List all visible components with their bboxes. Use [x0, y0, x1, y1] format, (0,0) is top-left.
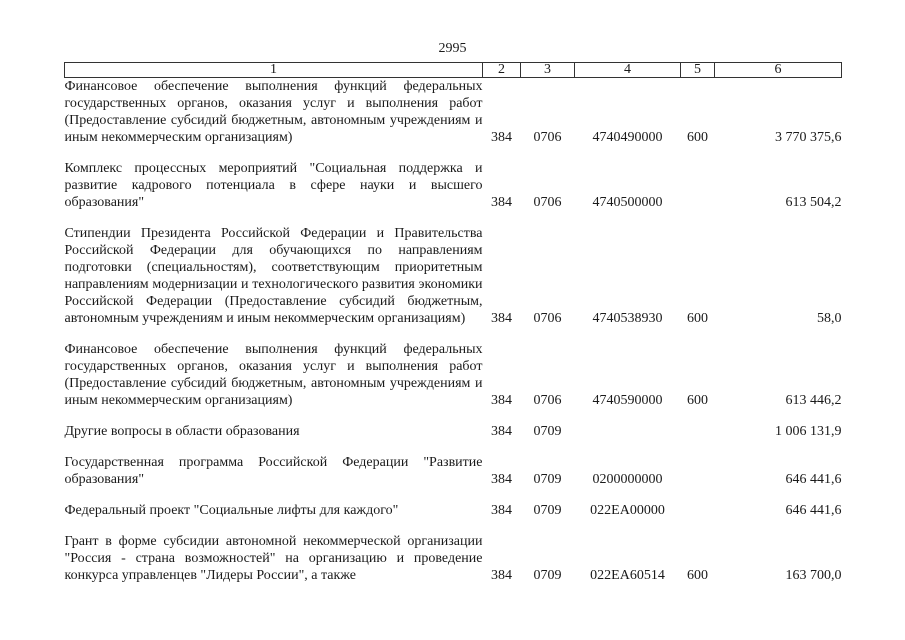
section-code: 0706 [533, 311, 562, 326]
amount: 58,0 [817, 311, 842, 326]
budget-table [64, 62, 842, 584]
row-description: Государственная программа Российской Федерации "Развитие образования" [64, 455, 483, 487]
target-article-code: 4740490000 [592, 130, 663, 145]
table-row [65, 533, 842, 584]
table-row [65, 160, 842, 225]
column-header-5: 5 [681, 63, 715, 78]
ministry-code: 384 [491, 195, 512, 210]
amount: 163 700,0 [785, 568, 842, 583]
ministry-code: 384 [491, 424, 512, 439]
row-description: Федеральный проект "Социальные лифты для каждого" [64, 503, 399, 518]
section-code: 0709 [533, 424, 562, 439]
amount: 613 446,2 [785, 393, 842, 408]
column-number-header [65, 63, 842, 78]
table-row [65, 454, 842, 502]
target-article-code: 0200000000 [592, 472, 663, 487]
row-description: Финансовое обеспечение выполнения функций федеральных государственных органов, оказания услуг и выполнения работ (Предоставление субсидий бюджетным, автономным учреждениям и иным некоммерческим организациям) [64, 342, 483, 408]
row-description: Грант в форме субсидии автономной некоммерческой организации "Россия - страна возможностей" на организацию и проведение конкурса управленцев "Лидеры России", а также [64, 534, 483, 583]
amount: 646 441,6 [785, 472, 842, 487]
ministry-code: 384 [491, 568, 512, 583]
table-row [65, 423, 842, 454]
target-article-code: 022EA60514 [590, 568, 665, 583]
amount: 3 770 375,6 [775, 130, 842, 145]
column-header-4: 4 [575, 63, 681, 78]
expense-type-code: 600 [687, 130, 708, 145]
section-code: 0709 [533, 472, 562, 487]
row-description: Стипендии Президента Российской Федерации и Правительства Российской Федерации для обучающихся по направлениям подготовки (специальностям), соответствующим приоритетным направлениям модернизации и технологического развития экономики Российской Федерации (Предоставление субсидий бюджетным, автономным учреждениям и иным некоммерческим организациям) [64, 226, 483, 326]
section-code: 0706 [533, 195, 562, 210]
expense-type-code [681, 502, 715, 533]
amount: 646 441,6 [785, 503, 842, 518]
ministry-code: 384 [491, 472, 512, 487]
expense-type-code [681, 160, 715, 225]
section-code: 0706 [533, 130, 562, 145]
table-row [65, 78, 842, 161]
table-row [65, 225, 842, 341]
column-header-2: 2 [483, 63, 521, 78]
row-description: Комплекс процессных мероприятий "Социальная поддержка и развитие кадрового потенциала в сфере науки и высшего образования" [64, 161, 483, 210]
expense-type-code: 600 [687, 311, 708, 326]
target-article-code: 4740538930 [592, 311, 663, 326]
section-code: 0706 [533, 393, 562, 408]
target-article-code [575, 423, 681, 454]
budget-rows [65, 78, 842, 585]
ministry-code: 384 [491, 393, 512, 408]
ministry-code: 384 [491, 311, 512, 326]
row-description: Другие вопросы в области образования [64, 424, 300, 439]
expense-type-code [681, 454, 715, 502]
amount: 1 006 131,9 [775, 424, 842, 439]
section-code: 0709 [533, 503, 562, 518]
table-row [65, 341, 842, 423]
target-article-code: 4740590000 [592, 393, 663, 408]
section-code: 0709 [533, 568, 562, 583]
column-header-1: 1 [65, 63, 483, 78]
target-article-code: 4740500000 [592, 195, 663, 210]
expense-type-code: 600 [687, 393, 708, 408]
amount: 613 504,2 [785, 195, 842, 210]
expense-type-code: 600 [687, 568, 708, 583]
page-number: 2995 [438, 41, 467, 56]
column-header-6: 6 [715, 63, 842, 78]
row-description: Финансовое обеспечение выполнения функций федеральных государственных органов, оказания услуг и выполнения работ (Предоставление субсидий бюджетным, автономным учреждениям и иным некоммерческим организациям) [64, 79, 483, 145]
ministry-code: 384 [491, 503, 512, 518]
column-header-3: 3 [521, 63, 575, 78]
target-article-code: 022EA00000 [590, 503, 665, 518]
ministry-code: 384 [491, 130, 512, 145]
expense-type-code [681, 423, 715, 454]
table-row [65, 502, 842, 533]
